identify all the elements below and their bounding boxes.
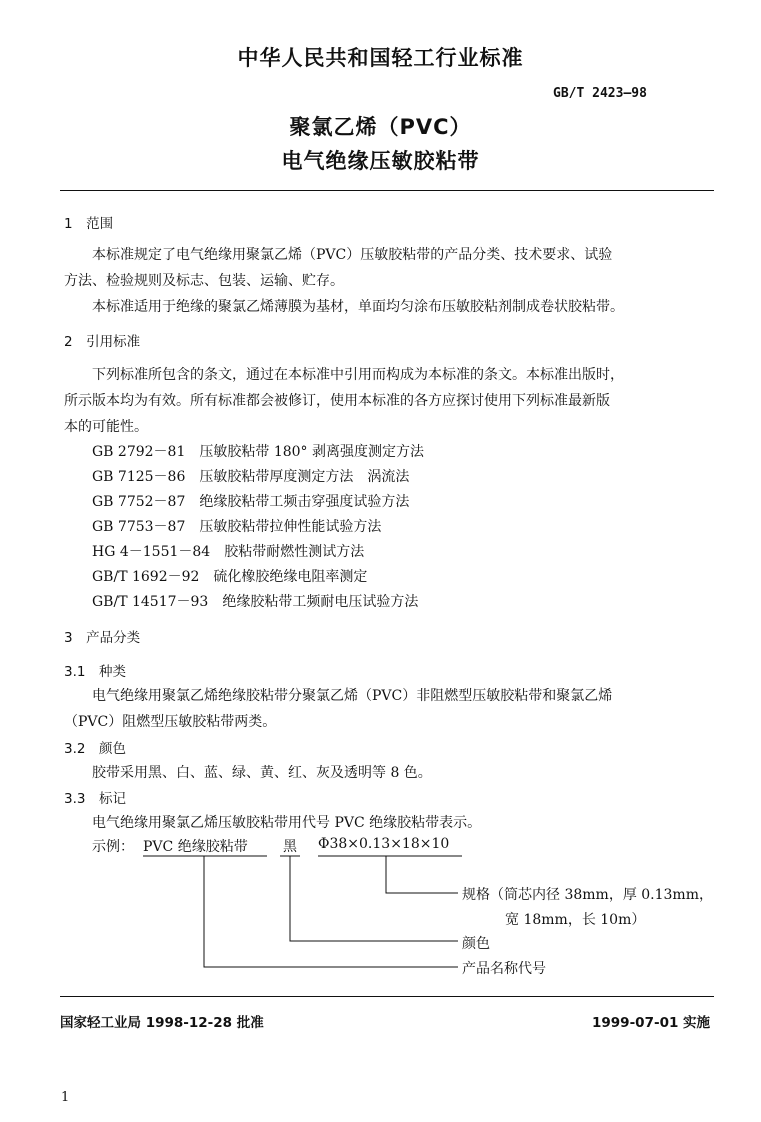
section-3-2-heading: 3.2 颜色 (64, 741, 126, 757)
section-2-heading: 2 引用标准 (64, 334, 141, 350)
example-spec: Φ38×0.13×18×10 (318, 836, 450, 852)
issuing-standard-title: 中华人民共和国轻工行业标准 (237, 46, 524, 70)
section-3-2-text: 胶带采用黑、白、蓝、绿、黄、红、灰及透明等 8 色。 (92, 765, 432, 781)
reference-item: GB 7125－86 压敏胶粘带厚度测定方法 涡流法 (92, 469, 410, 485)
example-color: 黑 (283, 839, 297, 855)
label-spec-line-2: 宽 18mm，长 10m） (505, 912, 646, 928)
reference-item: GB 7753－87 压敏胶粘带拉伸性能试验方法 (92, 519, 382, 535)
label-spec-line-1: 规格（筒芯内径 38mm，厚 0.13mm， (462, 887, 713, 903)
implementation-date: 1999-07-01 实施 (592, 1015, 711, 1031)
section-3-1-line-2: （PVC）阻燃型压敏胶粘带两类。 (64, 714, 277, 730)
example-product-name: PVC 绝缘胶粘带 (143, 839, 248, 855)
document-title-line1: 聚氯乙烯（PVC） (289, 115, 472, 139)
reference-item: GB 2792－81 压敏胶粘带 180° 剥离强度测定方法 (92, 444, 424, 460)
section-3-1-line-1: 电气绝缘用聚氯乙烯绝缘胶粘带分聚氯乙烯（PVC）非阻燃型压敏胶粘带和聚氯乙烯 (92, 688, 613, 704)
section-1-paragraph-2: 本标准适用于绝缘的聚氯乙烯薄膜为基材，单面均匀涂布压敏胶粘剂制成卷状胶粘带。 (92, 299, 624, 315)
section-2-paragraph-line-2: 所示版本均为有效。所有标准都会被修订，使用本标准的各方应探讨使用下列标准最新版 (64, 393, 610, 409)
section-2-paragraph-line-3: 本的可能性。 (64, 419, 148, 435)
label-color: 颜色 (462, 936, 490, 952)
reference-item: HG 4－1551－84 胶粘带耐燃性测试方法 (92, 544, 365, 560)
approval-date: 国家轻工业局 1998-12-28 批准 (60, 1015, 264, 1031)
label-product-name: 产品名称代号 (462, 961, 546, 977)
reference-item: GB 7752－87 绝缘胶粘带工频击穿强度试验方法 (92, 494, 410, 510)
document-title-line2: 电气绝缘压敏胶粘带 (281, 149, 480, 173)
section-1-paragraph-1-line-1: 本标准规定了电气绝缘用聚氯乙烯（PVC）压敏胶粘带的产品分类、技术要求、试验 (92, 247, 613, 263)
section-2-paragraph-line-1: 下列标准所包含的条文，通过在本标准中引用而构成为本标准的条文。本标准出版时， (92, 367, 624, 383)
example-prefix: 示例： (92, 839, 134, 855)
standard-code: GB/T 2423—98 (553, 86, 647, 101)
section-1-heading: 1 范围 (64, 216, 114, 232)
section-3-heading: 3 产品分类 (64, 630, 141, 646)
footer-rule (60, 996, 714, 997)
reference-item: GB/T 14517－93 绝缘胶粘带工频耐电压试验方法 (92, 594, 419, 610)
reference-item: GB/T 1692－92 硫化橡胶绝缘电阻率测定 (92, 569, 368, 585)
section-3-3-text: 电气绝缘用聚氯乙烯压敏胶粘带用代号 PVC 绝缘胶粘带表示。 (92, 815, 482, 831)
section-1-paragraph-1-line-2: 方法、检验规则及标志、包装、运输、贮存。 (64, 273, 344, 289)
page-number: 1 (61, 1090, 70, 1105)
section-3-1-heading: 3.1 种类 (64, 664, 126, 680)
section-3-3-heading: 3.3 标记 (64, 791, 126, 807)
